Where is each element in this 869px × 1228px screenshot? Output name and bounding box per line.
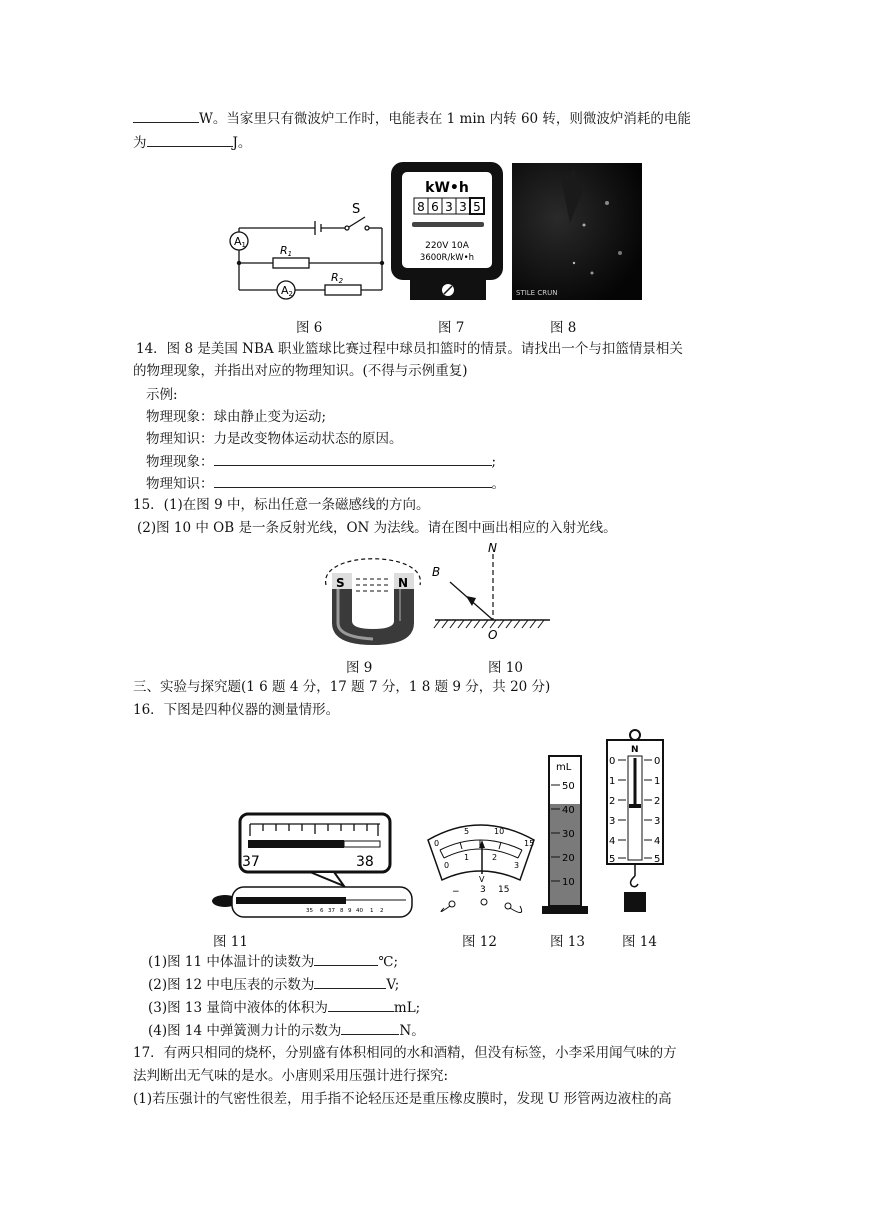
q16-sub1: (1)图 11 中体温计的读数为 ℃;	[148, 954, 399, 970]
svg-text:2: 2	[492, 853, 498, 862]
svg-text:0: 0	[609, 756, 616, 767]
fig7-unit-label: kW•h	[425, 180, 469, 196]
answer-blank-energy[interactable]	[147, 133, 233, 147]
fig10-n-label: N	[488, 541, 497, 555]
q16-sub2: (2)图 12 中电压表的示数为 V;	[148, 977, 400, 993]
q16-sub3: (3)图 13 量筒中液体的体积为 mL;	[148, 1000, 421, 1016]
fig13-caption: 图 13	[550, 934, 585, 950]
svg-text:40: 40	[356, 908, 363, 914]
fig8-basketball-photo	[512, 163, 642, 300]
q13-line2: 为 J。	[133, 135, 252, 151]
fig11-caption: 图 11	[213, 934, 248, 950]
fig6-caption: 图 6	[296, 320, 323, 336]
svg-text:10: 10	[494, 827, 505, 836]
svg-text:4: 4	[654, 836, 661, 847]
fig6-ammeter1-label: A1	[234, 235, 246, 249]
fig8-caption: 图 8	[550, 320, 577, 336]
fig8-watermark: STILE CRUN	[516, 289, 558, 297]
fig6-switch-label: S	[352, 202, 361, 217]
fig9-s-pole: S	[336, 576, 345, 590]
q17-line3: (1)若压强计的气密性很差，用手指不论轻压还是重压橡皮膜时，发现 U 形管两边液柱的高	[133, 1091, 672, 1107]
fig14-spring-balance	[604, 728, 666, 916]
svg-text:3: 3	[609, 816, 616, 827]
svg-text:3: 3	[445, 200, 453, 214]
fig11-mercury-zoomed	[248, 840, 344, 848]
svg-text:6: 6	[431, 200, 439, 214]
fig6-ammeter2-label: A2	[281, 284, 293, 298]
fig6-r1-label: R1	[280, 244, 293, 258]
svg-text:9: 9	[348, 908, 352, 914]
fig10-o-label: O	[488, 628, 498, 642]
fig10-caption: 图 10	[488, 660, 523, 676]
answer-blank-volume[interactable]	[328, 998, 394, 1012]
svg-text:8: 8	[340, 908, 344, 914]
svg-text:5: 5	[609, 854, 616, 865]
fig14-caption: 图 14	[622, 934, 657, 950]
fig9-caption: 图 9	[346, 660, 373, 676]
svg-text:15: 15	[524, 839, 535, 848]
svg-text:6: 6	[320, 908, 324, 914]
svg-text:1: 1	[464, 853, 470, 862]
fig7-revolution-label: 3600R/kW•h	[419, 253, 475, 263]
svg-text:5: 5	[654, 854, 661, 865]
svg-text:50: 50	[562, 781, 575, 792]
svg-text:5: 5	[464, 827, 470, 836]
q14-knowledge-row: 物理知识： 。	[146, 476, 505, 492]
q15-line2: (2)图 10 中 OB 是一条反射光线，ON 为法线。请在图中画出相应的入射光线。	[137, 520, 617, 536]
svg-text:3: 3	[654, 816, 661, 827]
svg-text:30: 30	[562, 829, 575, 840]
fig9-n-pole: N	[398, 576, 409, 590]
svg-text:1: 1	[370, 908, 374, 914]
fig11-mercury-column	[236, 897, 346, 904]
answer-blank-voltage[interactable]	[314, 975, 386, 989]
fig9-u-magnet	[318, 545, 428, 647]
svg-text:1: 1	[654, 776, 661, 787]
svg-text:0: 0	[444, 861, 450, 870]
answer-blank-knowledge[interactable]	[214, 474, 492, 488]
q15-line1: 15．(1)在图 9 中，标出任意一条磁感线的方向。	[133, 497, 430, 513]
fig6-circuit-diagram	[225, 195, 390, 307]
q14-line2: 的物理现象，并指出对应的物理知识。(不得与示例重复)	[133, 363, 468, 379]
fig6-r2-label: R2	[331, 271, 344, 285]
fig14-pointer	[629, 804, 641, 808]
svg-text:0: 0	[654, 756, 661, 767]
svg-text:3: 3	[514, 861, 520, 870]
fig7-rating-label: 220V 10A	[425, 241, 469, 251]
fig7-caption: 图 7	[438, 320, 465, 336]
fig14-weight	[624, 892, 646, 912]
svg-text:8: 8	[417, 200, 425, 214]
svg-text:2: 2	[380, 908, 384, 914]
fig7-digit-window	[414, 198, 484, 214]
q14-example-phenomenon: 物理现象：球由静止变为运动;	[146, 409, 327, 425]
fig12-terminal-minus: −	[452, 887, 460, 897]
q14-example-knowledge: 物理知识：力是改变物体运动状态的原因。	[146, 431, 403, 447]
svg-text:2: 2	[609, 796, 616, 807]
svg-text:3: 3	[459, 200, 467, 214]
svg-text:40: 40	[562, 805, 575, 816]
fig13-measuring-cylinder	[542, 752, 588, 916]
fig7-electricity-meter	[390, 160, 505, 300]
fig10-b-label: B	[432, 565, 441, 579]
q14-line1: 14．图 8 是美国 NBA 职业篮球比赛过程中球员扣篮时的情景。请找出一个与扣篮情景相关	[136, 341, 683, 357]
fig12-voltmeter	[424, 818, 539, 920]
fig7-rotating-disc	[412, 222, 484, 227]
answer-blank-power[interactable]	[133, 109, 199, 123]
fig14-unit-label: N	[631, 745, 639, 755]
svg-text:4: 4	[609, 836, 616, 847]
svg-text:10: 10	[562, 877, 575, 888]
svg-text:0: 0	[434, 839, 440, 848]
fig11-zoom-right-label: 38	[356, 854, 374, 870]
q14-phenomenon-row: 物理现象： ;	[146, 454, 497, 470]
fig12-terminal-15: 15	[498, 885, 510, 895]
svg-text:20: 20	[562, 853, 575, 864]
section3-heading: 三、实验与探究题(1 6 题 4 分，17 题 7 分，1 8 题 9 分，共 20 分)	[133, 679, 551, 695]
answer-blank-phenomenon[interactable]	[214, 452, 492, 466]
q16-sub4: (4)图 14 中弹簧测力计的示数为 N。	[148, 1023, 425, 1039]
svg-text:37: 37	[328, 908, 335, 914]
fig12-terminal-3: 3	[480, 885, 486, 895]
q14-example-label: 示例:	[146, 387, 178, 403]
fig11-clinical-thermometer	[210, 812, 420, 922]
answer-blank-temperature[interactable]	[314, 952, 378, 966]
svg-text:1: 1	[609, 776, 616, 787]
fig12-caption: 图 12	[462, 934, 497, 950]
svg-text:5: 5	[473, 200, 481, 214]
q17-line2: 法判断出无气味的是水。小唐则采用压强计进行探究:	[133, 1068, 449, 1084]
q16-intro: 16．下图是四种仪器的测量情形。	[133, 702, 340, 718]
svg-text:35: 35	[306, 908, 313, 914]
answer-blank-force[interactable]	[341, 1021, 399, 1035]
svg-text:2: 2	[654, 796, 661, 807]
fig10-reflection-diagram	[430, 538, 555, 644]
fig12-dial	[428, 825, 534, 880]
q17-line1: 17．有两只相同的烧杯，分别盛有体积相同的水和酒精，但没有标签，小李采用闻气味的方	[133, 1045, 677, 1061]
fig11-zoom-left-label: 37	[242, 854, 260, 870]
q13-line1: W。当家里只有微波炉工作时，电能表在 1 min 内转 60 转，则微波炉消耗的电能	[133, 109, 691, 128]
fig12-unit-label: V	[479, 875, 485, 884]
fig13-unit-label: mL	[556, 762, 572, 773]
